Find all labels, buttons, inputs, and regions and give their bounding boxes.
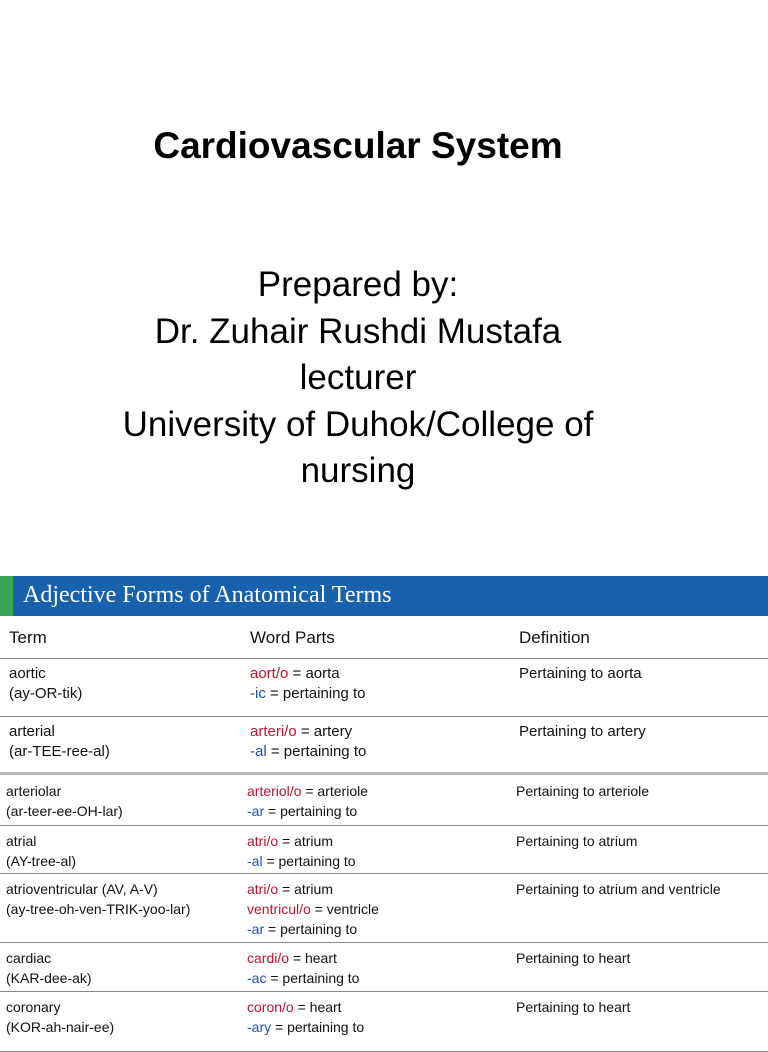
credit-line: Dr. Zuhair Rushdi Mustafa — [154, 311, 562, 351]
term-cell — [6, 879, 190, 919]
table-row — [0, 942, 768, 992]
word-part-line — [247, 1017, 364, 1037]
author-credits — [0, 262, 716, 495]
word-part-line — [247, 801, 368, 821]
suffix: -ar — [247, 803, 265, 819]
word-part-line — [250, 722, 366, 742]
term-cell — [9, 664, 82, 704]
part-meaning: = pertaining to — [262, 853, 356, 869]
suffix: -al — [250, 743, 267, 760]
term-pronunciation: (KOR-ah-nair-ee) — [6, 1019, 115, 1035]
combining-form: atri/o — [247, 881, 279, 897]
suffix: -ar — [247, 921, 265, 937]
table-row — [0, 873, 768, 943]
word-parts-cell — [247, 879, 379, 939]
definition-cell: Pertaining to aorta — [519, 665, 642, 682]
term-cell — [6, 781, 123, 821]
word-parts-cell — [247, 781, 368, 821]
word-parts-cell — [250, 664, 365, 704]
combining-form: coron/o — [247, 999, 294, 1015]
word-parts-cell — [247, 831, 356, 871]
term-pronunciation: (ay-OR-tik) — [9, 685, 83, 702]
term-name: atrial — [6, 833, 37, 849]
terms-table — [0, 576, 768, 1035]
term-cell — [9, 722, 110, 762]
definition-cell: Pertaining to atrium and ventricle — [516, 881, 721, 897]
word-part-line — [250, 664, 365, 684]
part-meaning: = pertaining to — [265, 685, 366, 702]
term-name: arteriolar — [6, 783, 62, 799]
word-part-line — [247, 831, 356, 851]
part-meaning: = pertaining to — [264, 921, 358, 937]
suffix: -ac — [247, 970, 267, 986]
credit-line: University of Duhok/College of — [122, 404, 594, 444]
word-part-line — [247, 899, 379, 919]
definition-cell: Pertaining to atrium — [516, 833, 638, 849]
credit-line: nursing — [300, 451, 416, 490]
part-meaning: = atrium — [278, 833, 333, 849]
word-part-line — [250, 684, 365, 704]
part-meaning: = pertaining to — [271, 1019, 365, 1035]
part-meaning: = arteriole — [301, 783, 369, 799]
part-meaning: = pertaining to — [266, 743, 367, 760]
part-meaning: = heart — [293, 999, 342, 1015]
suffix: -ary — [247, 1019, 272, 1035]
banner-accent-stripe — [0, 576, 13, 616]
term-name: arterial — [9, 723, 55, 740]
word-parts-cell — [247, 948, 359, 988]
document-title: Cardiovascular System — [153, 125, 563, 166]
term-pronunciation: (ay-tree-oh-ven-TRIK-yoo-lar) — [6, 901, 191, 917]
word-part-line — [247, 948, 359, 968]
word-part-line — [250, 742, 366, 762]
table-section-divider — [0, 772, 768, 775]
word-part-line — [247, 968, 359, 988]
term-cell — [6, 948, 92, 988]
word-part-line — [247, 997, 364, 1017]
term-name: cardiac — [6, 950, 52, 966]
table-row — [0, 775, 768, 826]
word-part-line — [247, 879, 379, 899]
term-name: atrioventricular (AV, A-V) — [6, 881, 158, 897]
combining-form: cardi/o — [247, 950, 290, 966]
part-meaning: = artery — [296, 723, 353, 740]
combining-form: atri/o — [247, 833, 279, 849]
combining-form: arteri/o — [250, 723, 297, 740]
term-name: aortic — [9, 665, 46, 682]
definition-cell: Pertaining to artery — [519, 723, 646, 740]
part-meaning: = pertaining to — [264, 803, 358, 819]
term-pronunciation: (ar-TEE-ree-al) — [9, 743, 110, 760]
word-part-line — [247, 781, 368, 801]
definition-cell: Pertaining to heart — [516, 950, 631, 966]
table-row — [0, 825, 768, 874]
table-banner-title: Adjective Forms of Anatomical Terms — [23, 582, 392, 608]
term-pronunciation: (KAR-dee-ak) — [6, 970, 92, 986]
credit-line: lecturer — [299, 358, 417, 397]
suffix: -ic — [250, 685, 266, 702]
part-meaning: = pertaining to — [266, 970, 360, 986]
term-cell — [6, 831, 76, 871]
term-pronunciation: (ar-teer-ee-OH-lar) — [6, 803, 123, 819]
word-parts-cell — [250, 722, 366, 762]
part-meaning: = heart — [289, 950, 337, 966]
definition-cell: Pertaining to arteriole — [516, 783, 650, 799]
table-header-row — [0, 616, 768, 659]
definition-cell: Pertaining to heart — [516, 999, 631, 1015]
term-pronunciation: (AY-tree-al) — [6, 853, 77, 869]
header-definition: Definition — [519, 628, 590, 647]
suffix: -al — [247, 853, 263, 869]
part-meaning: = aorta — [288, 665, 340, 682]
combining-form: ventricul/o — [247, 901, 311, 917]
table-row — [0, 716, 768, 775]
combining-form: aort/o — [250, 665, 289, 682]
term-cell — [6, 997, 114, 1037]
combining-form: arteriol/o — [247, 783, 302, 799]
part-meaning: = atrium — [278, 881, 333, 897]
credit-line: Prepared by: — [257, 265, 459, 304]
word-part-line — [247, 919, 379, 939]
part-meaning: = ventricle — [310, 901, 379, 917]
table-row — [0, 658, 768, 717]
word-parts-cell — [247, 997, 364, 1037]
header-term: Term — [9, 628, 47, 647]
term-name: coronary — [6, 999, 61, 1015]
word-part-line — [247, 851, 356, 871]
table-row — [0, 991, 768, 1052]
header-word-parts: Word Parts — [250, 628, 335, 647]
table-banner — [0, 576, 768, 616]
